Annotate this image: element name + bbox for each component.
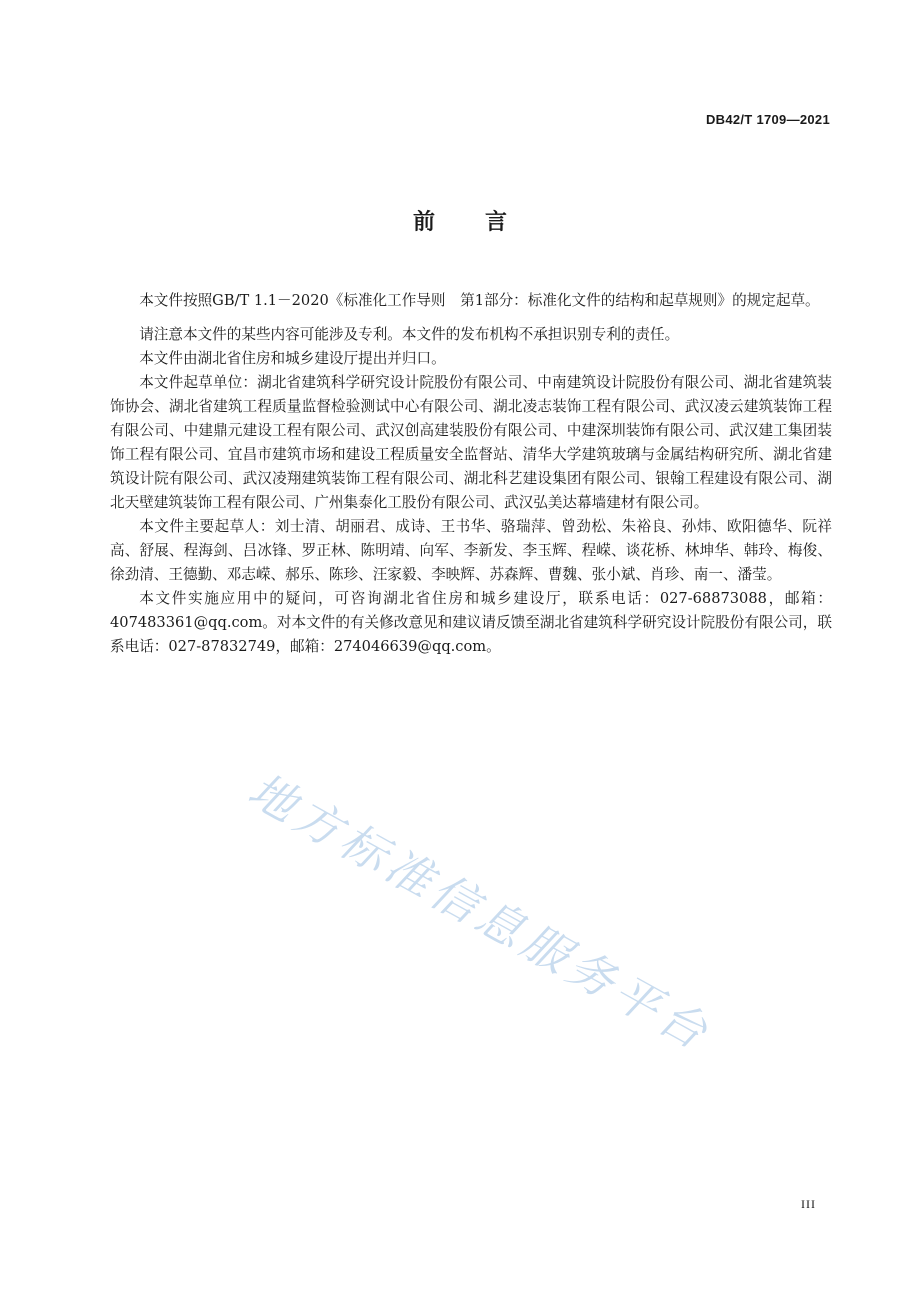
paragraph-contact: 本文件实施应用中的疑问，可咨询湖北省住房和城乡建设厅，联系电话：027-68873088，邮箱：407483361@qq.com。对本文件的有关修改意见和建议请反馈至湖北省建筑科学研究设计院股份有限公司，联系电话：027-87832749，邮箱：274046639@qq.com。	[110, 590, 832, 655]
paragraph-proposer: 本文件由湖北省住房和城乡建设厅提出并归口。	[139, 350, 446, 367]
paragraph-drafting-units: 本文件起草单位：湖北省建筑科学研究设计院股份有限公司、中南建筑设计院股份有限公司、湖北省建筑装饰协会、湖北省建筑工程质量监督检验测试中心有限公司、湖北凌志装饰工程有限公司、武汉凌云建筑装饰工程有限公司、中建鼎元建设工程有限公司、武汉创高建装股份有限公司、中建深圳装饰有限公司、武汉建工集团装饰工程有限公司、宜昌市建筑市场和建设工程质量安全监督站、清华大学建筑玻璃与金属结构研究所、湖北省建筑设计院有限公司、武汉凌翔建筑装饰工程有限公司、湖北科艺建设集团有限公司、银翰工程建设有限公司、湖北天壁建筑装饰工程有限公司、广州集泰化工股份有限公司、武汉弘美达幕墙建材有限公司。	[110, 374, 832, 511]
page-title: 前言	[412, 210, 557, 235]
foreword-body	[110, 289, 832, 659]
paragraph-drafting-rules: 本文件按照GB/T 1.1－2020《标准化工作导则 第1部分：标准化文件的结构和起草规则》的规定起草。	[139, 292, 820, 309]
page-number: III	[801, 1197, 816, 1211]
paragraph-patent-notice: 请注意本文件的某些内容可能涉及专利。本文件的发布机构不承担识别专利的责任。	[139, 326, 680, 343]
paragraph-drafters: 本文件主要起草人：刘士清、胡丽君、成诗、王书华、骆瑞萍、曾劲松、朱裕良、孙炜、欧阳德华、阮祥高、舒展、程海剑、吕冰锋、罗正林、陈明靖、向军、李新发、李玉辉、程嵘、谈花桥、林坤华、韩玲、梅俊、徐劲清、王德勤、邓志嵘、郝乐、陈珍、汪家毅、李映辉、苏森辉、曹魏、张小斌、肖珍、南一、潘莹。	[110, 518, 832, 583]
watermark	[235, 760, 795, 1080]
watermark-text: 地方标准信息服务平台	[239, 762, 721, 1062]
document-code: DB42/T 1709—2021	[705, 112, 830, 127]
watermark-graphic	[235, 760, 795, 1080]
